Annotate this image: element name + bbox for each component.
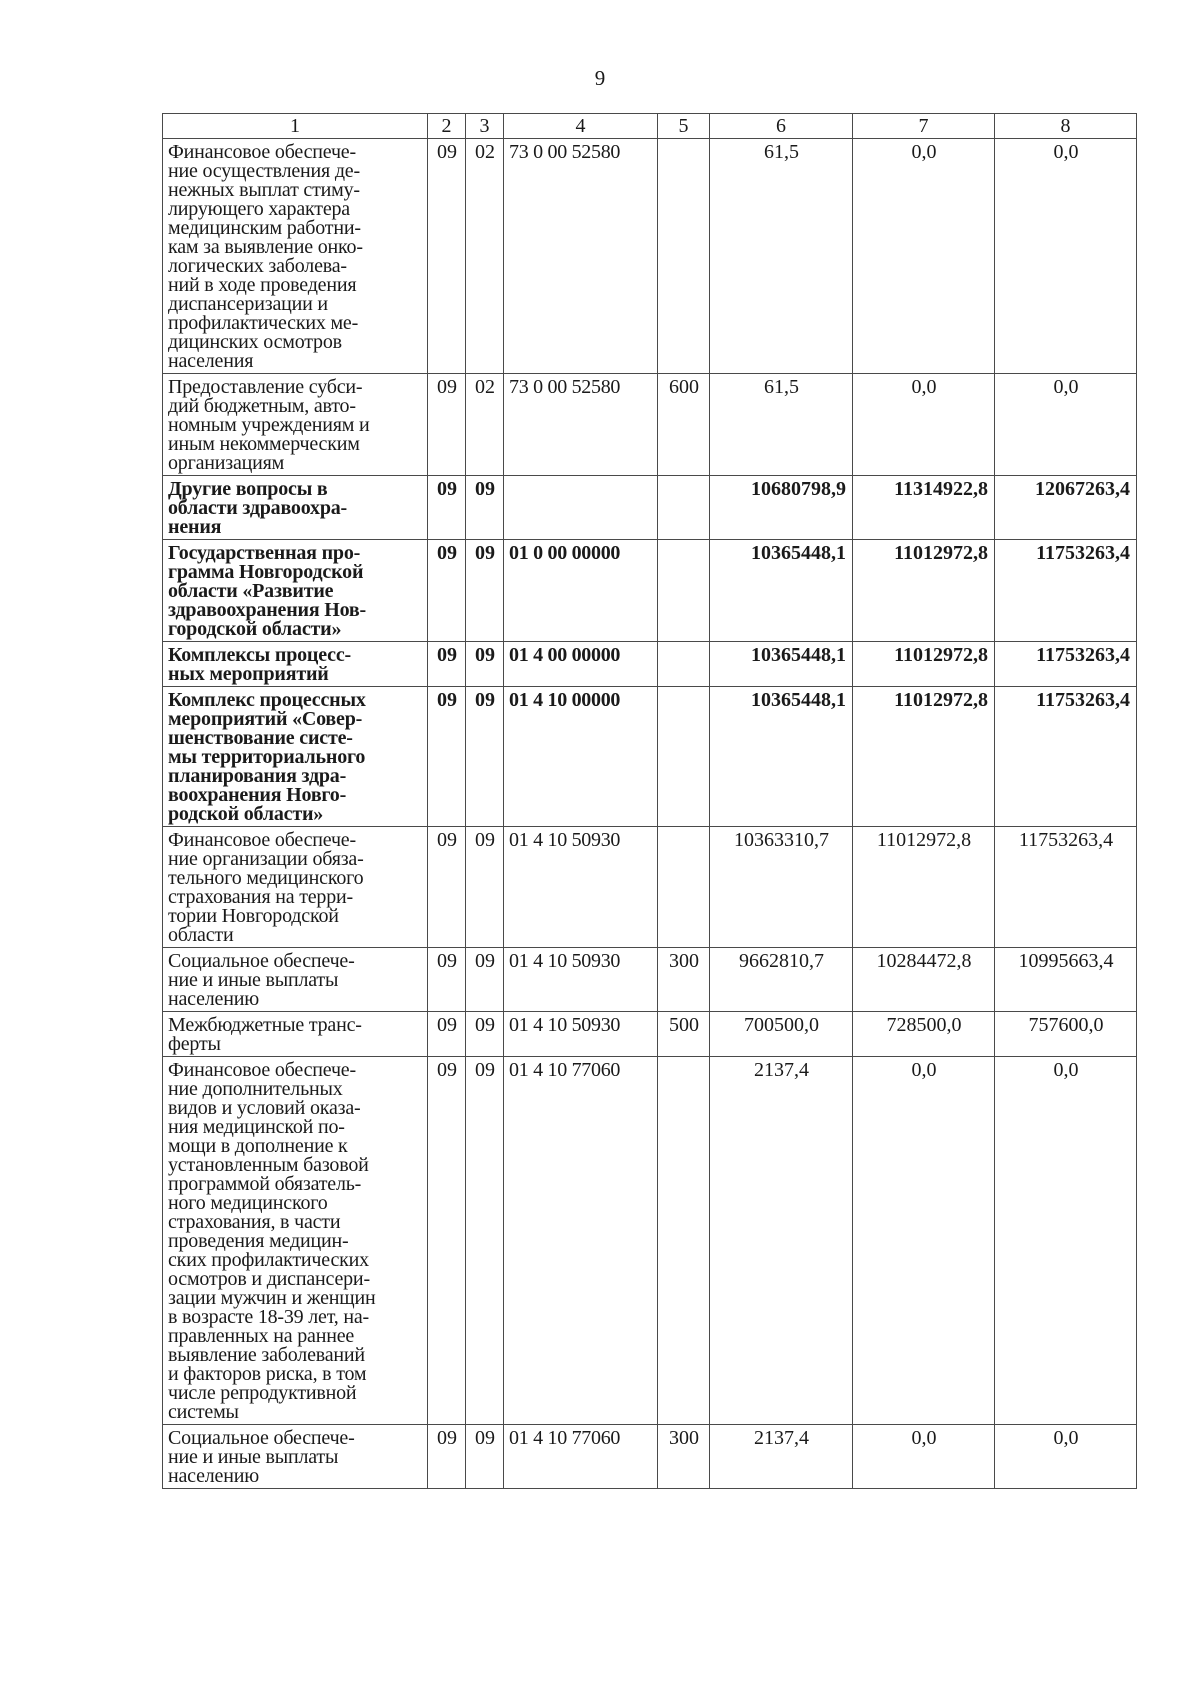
amount-col8-cell: 757600,0 <box>995 1012 1137 1057</box>
amount-col8-cell: 0,0 <box>995 1425 1137 1489</box>
target-article-cell: 01 4 10 00000 <box>504 687 658 827</box>
amount-col8-cell: 10995663,4 <box>995 948 1137 1012</box>
amount-col6-cell: 2137,4 <box>710 1425 853 1489</box>
target-article-cell: 01 4 10 50930 <box>504 948 658 1012</box>
page-number: 9 <box>594 66 606 90</box>
amount-col8-cell: 11753263,4 <box>995 687 1137 827</box>
amount-col6-cell: 9662810,7 <box>710 948 853 1012</box>
row-name-cell: Государственная про- грамма Новгородской области «Развитие здравоохранения Нов- городской области» <box>163 540 428 642</box>
table-row <box>163 540 1137 642</box>
column-header-2: 2 <box>428 114 466 139</box>
section-code-cell: 09 <box>428 476 466 540</box>
target-article-cell: 01 4 10 77060 <box>504 1057 658 1425</box>
amount-col7-cell: 0,0 <box>853 374 995 476</box>
amount-col6-cell: 61,5 <box>710 139 853 374</box>
amount-col7-cell: 11012972,8 <box>853 687 995 827</box>
section-code-cell: 09 <box>428 374 466 476</box>
subsection-code-cell: 09 <box>466 642 504 687</box>
table-body <box>163 139 1137 1489</box>
expense-type-cell: 300 <box>658 948 710 1012</box>
section-code-cell: 09 <box>428 687 466 827</box>
amount-col6-cell: 2137,4 <box>710 1057 853 1425</box>
amount-col7-cell: 11012972,8 <box>853 642 995 687</box>
section-code-cell: 09 <box>428 1057 466 1425</box>
subsection-code-cell: 02 <box>466 374 504 476</box>
amount-col7-cell: 11314922,8 <box>853 476 995 540</box>
amount-col8-cell: 0,0 <box>995 374 1137 476</box>
row-name-cell: Предоставление субси- дий бюджетным, авто- номным учреждениям и иным некоммерческим организациям <box>163 374 428 476</box>
subsection-code-cell: 09 <box>466 687 504 827</box>
expense-type-cell <box>658 139 710 374</box>
amount-col6-cell: 700500,0 <box>710 1012 853 1057</box>
expense-type-cell <box>658 476 710 540</box>
target-article-cell: 01 0 00 00000 <box>504 540 658 642</box>
column-header-6: 6 <box>710 114 853 139</box>
amount-col7-cell: 0,0 <box>853 139 995 374</box>
expense-type-cell <box>658 1057 710 1425</box>
expense-type-cell <box>658 827 710 948</box>
expense-type-cell: 300 <box>658 1425 710 1489</box>
table-row <box>163 1057 1137 1425</box>
column-header-4: 4 <box>504 114 658 139</box>
amount-col8-cell: 11753263,4 <box>995 540 1137 642</box>
section-code-cell: 09 <box>428 642 466 687</box>
amount-col7-cell: 11012972,8 <box>853 540 995 642</box>
subsection-code-cell: 09 <box>466 1057 504 1425</box>
subsection-code-cell: 09 <box>466 476 504 540</box>
column-header-7: 7 <box>853 114 995 139</box>
section-code-cell: 09 <box>428 948 466 1012</box>
table-row <box>163 1012 1137 1057</box>
row-name-cell: Финансовое обеспече- ние дополнительных видов и условий оказа- ния медицинской по- мощи в дополнение к установленным базовой программой обязатель- ного медицинского страхования, в части проведения медицин- ских профилактических осмотров и диспансери- зации мужчин и женщин в возрасте 18-39 лет, на- правленных на раннее выявление заболеваний и факторов риска, в том числе репродуктивной системы <box>163 1057 428 1425</box>
subsection-code-cell: 09 <box>466 1012 504 1057</box>
table-row <box>163 827 1137 948</box>
subsection-code-cell: 09 <box>466 948 504 1012</box>
target-article-cell: 01 4 10 77060 <box>504 1425 658 1489</box>
table-row <box>163 374 1137 476</box>
amount-col7-cell: 11012972,8 <box>853 827 995 948</box>
expense-type-cell <box>658 540 710 642</box>
target-article-cell: 01 4 00 00000 <box>504 642 658 687</box>
row-name-cell: Социальное обеспече- ние и иные выплаты населению <box>163 1425 428 1489</box>
section-code-cell: 09 <box>428 827 466 948</box>
row-name-cell: Финансовое обеспече- ние организации обяза- тельного медицинского страхования на терри- тории Новгородской области <box>163 827 428 948</box>
target-article-cell: 73 0 00 52580 <box>504 374 658 476</box>
amount-col7-cell: 0,0 <box>853 1057 995 1425</box>
row-name-cell: Социальное обеспече- ние и иные выплаты населению <box>163 948 428 1012</box>
table-row <box>163 139 1137 374</box>
target-article-cell <box>504 476 658 540</box>
column-header-1: 1 <box>163 114 428 139</box>
amount-col7-cell: 10284472,8 <box>853 948 995 1012</box>
table-row <box>163 642 1137 687</box>
column-header-3: 3 <box>466 114 504 139</box>
header-row <box>163 114 1137 139</box>
amount-col8-cell: 12067263,4 <box>995 476 1137 540</box>
row-name-cell: Комплекс процессных мероприятий «Совер- шенствование систе- мы территориального планирования здра- воохранения Новго- родской области» <box>163 687 428 827</box>
amount-col6-cell: 10365448,1 <box>710 642 853 687</box>
table-row <box>163 948 1137 1012</box>
section-code-cell: 09 <box>428 540 466 642</box>
column-header-5: 5 <box>658 114 710 139</box>
column-header-8: 8 <box>995 114 1137 139</box>
target-article-cell: 73 0 00 52580 <box>504 139 658 374</box>
amount-col6-cell: 10680798,9 <box>710 476 853 540</box>
target-article-cell: 01 4 10 50930 <box>504 827 658 948</box>
expense-type-cell <box>658 642 710 687</box>
section-code-cell: 09 <box>428 1425 466 1489</box>
section-code-cell: 09 <box>428 139 466 374</box>
expense-type-cell <box>658 687 710 827</box>
amount-col6-cell: 10365448,1 <box>710 540 853 642</box>
amount-col8-cell: 0,0 <box>995 139 1137 374</box>
table-row <box>163 687 1137 827</box>
amount-col6-cell: 61,5 <box>710 374 853 476</box>
row-name-cell: Комплексы процесс- ных мероприятий <box>163 642 428 687</box>
expense-type-cell: 600 <box>658 374 710 476</box>
amount-col6-cell: 10365448,1 <box>710 687 853 827</box>
subsection-code-cell: 09 <box>466 1425 504 1489</box>
row-name-cell: Другие вопросы в области здравоохра- нения <box>163 476 428 540</box>
target-article-cell: 01 4 10 50930 <box>504 1012 658 1057</box>
amount-col8-cell: 11753263,4 <box>995 642 1137 687</box>
table-row <box>163 1425 1137 1489</box>
subsection-code-cell: 09 <box>466 540 504 642</box>
row-name-cell: Финансовое обеспече- ние осуществления де- нежных выплат стиму- лирующего характера медицинским работни- кам за выявление онко- логических заболева- ний в ходе проведения диспансеризации и профилактических ме- дицинских осмотров населения <box>163 139 428 374</box>
amount-col8-cell: 0,0 <box>995 1057 1137 1425</box>
amount-col8-cell: 11753263,4 <box>995 827 1137 948</box>
amount-col7-cell: 728500,0 <box>853 1012 995 1057</box>
section-code-cell: 09 <box>428 1012 466 1057</box>
expense-type-cell: 500 <box>658 1012 710 1057</box>
row-name-cell: Межбюджетные транс- ферты <box>163 1012 428 1057</box>
table-row <box>163 476 1137 540</box>
budget-table <box>162 113 1137 1489</box>
subsection-code-cell: 02 <box>466 139 504 374</box>
amount-col7-cell: 0,0 <box>853 1425 995 1489</box>
subsection-code-cell: 09 <box>466 827 504 948</box>
amount-col6-cell: 10363310,7 <box>710 827 853 948</box>
